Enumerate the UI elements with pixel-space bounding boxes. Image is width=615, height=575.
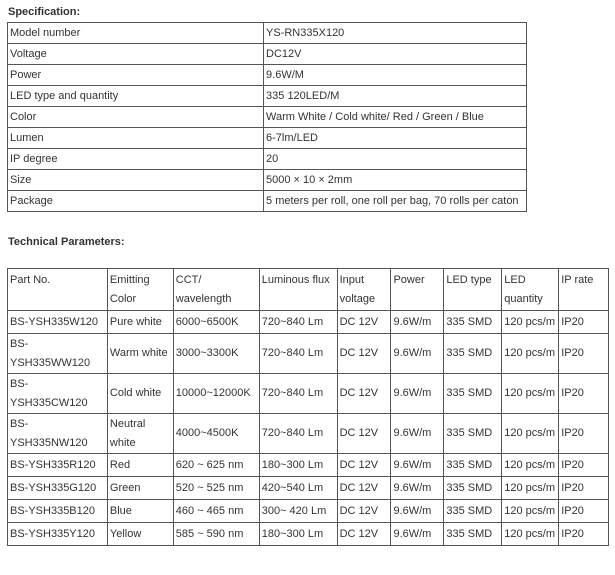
tech-header-cell: Luminous flux [259,269,337,311]
tech-cell: 335 SMD [444,454,502,477]
tech-cell: 120 pcs/m [502,500,559,523]
tech-cell: Blue [107,500,173,523]
tech-cell: 335 SMD [444,500,502,523]
tech-cell: DC 12V [337,477,391,500]
tech-cell: Neutral white [107,414,173,454]
tech-cell: DC 12V [337,311,391,334]
spec-value: 20 [264,149,527,170]
tech-cell: 335 SMD [444,523,502,546]
tech-cell: IP20 [559,454,609,477]
tech-cell: 120 pcs/m [502,414,559,454]
tech-cell: Cold white [107,374,173,414]
spec-row [8,107,527,128]
spec-value: 6-7lm/LED [264,128,527,149]
technical-parameters-heading: Technical Parameters: [8,236,125,248]
spec-row [8,170,527,191]
tech-cell: BS-​YSH335WW120 [8,334,108,374]
tech-cell: BS-YSH335G120 [8,477,108,500]
tech-header-cell: LED type [444,269,502,311]
spec-row [8,86,527,107]
specification-table [7,22,527,212]
table-row [8,500,609,523]
tech-cell: 9.6W/m [391,311,444,334]
tech-cell: IP20 [559,523,609,546]
tech-cell: 180~300 Lm [259,523,337,546]
technical-parameters-table [7,268,609,546]
spec-value: DC12V [264,44,527,65]
tech-cell: 9.6W/m [391,374,444,414]
table-row [8,454,609,477]
tech-cell: BS-YSH335B120 [8,500,108,523]
tech-cell: 9.6W/m [391,414,444,454]
tech-cell: 120 pcs/m [502,311,559,334]
tech-cell: IP20 [559,311,609,334]
tech-cell: Pure white [107,311,173,334]
spec-row [8,23,527,44]
tech-cell: 9.6W/m [391,477,444,500]
tech-cell: Red [107,454,173,477]
tech-header-row [8,269,609,311]
tech-header-cell: CCT/ wavelength [173,269,259,311]
tech-cell: 9.6W/m [391,523,444,546]
tech-cell: 720~840 Lm [259,414,337,454]
tech-cell: DC 12V [337,334,391,374]
tech-cell: 4000~4500K [173,414,259,454]
spec-label: Package [8,191,264,212]
tech-cell: 120 pcs/m [502,477,559,500]
spec-label: LED type and quantity [8,86,264,107]
tech-cell: DC 12V [337,454,391,477]
table-row [8,523,609,546]
spec-label: Color [8,107,264,128]
spec-value: Warm White / Cold white/ Red / Green / Blue [264,107,527,128]
tech-cell: Yellow [107,523,173,546]
tech-header-cell: LED quantity [502,269,559,311]
tech-cell: 9.6W/m [391,454,444,477]
spec-row [8,128,527,149]
tech-cell: 335 SMD [444,374,502,414]
tech-cell: 335 SMD [444,334,502,374]
tech-cell: 335 SMD [444,414,502,454]
tech-cell: 720~840 Lm [259,311,337,334]
tech-cell: IP20 [559,500,609,523]
tech-cell: 9.6W/m [391,500,444,523]
tech-cell: DC 12V [337,500,391,523]
table-row [8,334,609,374]
spec-row [8,44,527,65]
tech-cell: IP20 [559,414,609,454]
tech-cell: 10000~12000K [173,374,259,414]
tech-cell: 120 pcs/m [502,374,559,414]
tech-header-cell: Part No. [8,269,108,311]
tech-cell: 6000~6500K [173,311,259,334]
spec-label: Voltage [8,44,264,65]
tech-cell: BS-​YSH335CW120 [8,374,108,414]
tech-cell: 9.6W/m [391,334,444,374]
tech-cell: 3000~3300K [173,334,259,374]
table-row [8,374,609,414]
tech-cell: DC 12V [337,523,391,546]
spec-label: Lumen [8,128,264,149]
spec-label: Model number [8,23,264,44]
tech-cell: 620 ~ 625 nm [173,454,259,477]
tech-header-cell: Input voltage [337,269,391,311]
spec-value: 335 120LED/M [264,86,527,107]
tech-header-cell: IP rate [559,269,609,311]
tech-cell: BS-YSH335W120 [8,311,108,334]
tech-cell: 720~840 Lm [259,334,337,374]
spec-row [8,191,527,212]
spec-label: Size [8,170,264,191]
tech-cell: Warm white [107,334,173,374]
tech-cell: 720~840 Lm [259,374,337,414]
spec-value: 9.6W/M [264,65,527,86]
tech-header-cell: Emitting Color [107,269,173,311]
tech-cell: IP20 [559,477,609,500]
tech-cell: DC 12V [337,414,391,454]
table-row [8,477,609,500]
table-row [8,414,609,454]
spec-label: Power [8,65,264,86]
spec-label: IP degree [8,149,264,170]
tech-cell: BS-YSH335Y120 [8,523,108,546]
tech-cell: 335 SMD [444,477,502,500]
tech-cell: IP20 [559,374,609,414]
spec-row [8,149,527,170]
tech-cell: BS-YSH335R120 [8,454,108,477]
tech-cell: IP20 [559,334,609,374]
tech-cell: 180~300 Lm [259,454,337,477]
spec-row [8,65,527,86]
tech-cell: 420~540 Lm [259,477,337,500]
spec-value: YS-RN335X120 [264,23,527,44]
table-row [8,311,609,334]
tech-cell: DC 12V [337,374,391,414]
tech-cell: 300~ 420 Lm [259,500,337,523]
tech-cell: 120 pcs/m [502,523,559,546]
tech-cell: 120 pcs/m [502,334,559,374]
tech-header-cell: Power [391,269,444,311]
spec-value: 5000 × 10 × 2mm [264,170,527,191]
tech-cell: 520 ~ 525 nm [173,477,259,500]
specification-heading: Specification: [8,6,81,18]
tech-cell: Green [107,477,173,500]
spec-value: 5 meters per roll, one roll per bag, 70 rolls per caton [264,191,527,212]
tech-cell: 335 SMD [444,311,502,334]
tech-cell: 120 pcs/m [502,454,559,477]
tech-cell: BS-​YSH335NW120 [8,414,108,454]
tech-cell: 460 ~ 465 nm [173,500,259,523]
tech-cell: 585 ~ 590 nm [173,523,259,546]
